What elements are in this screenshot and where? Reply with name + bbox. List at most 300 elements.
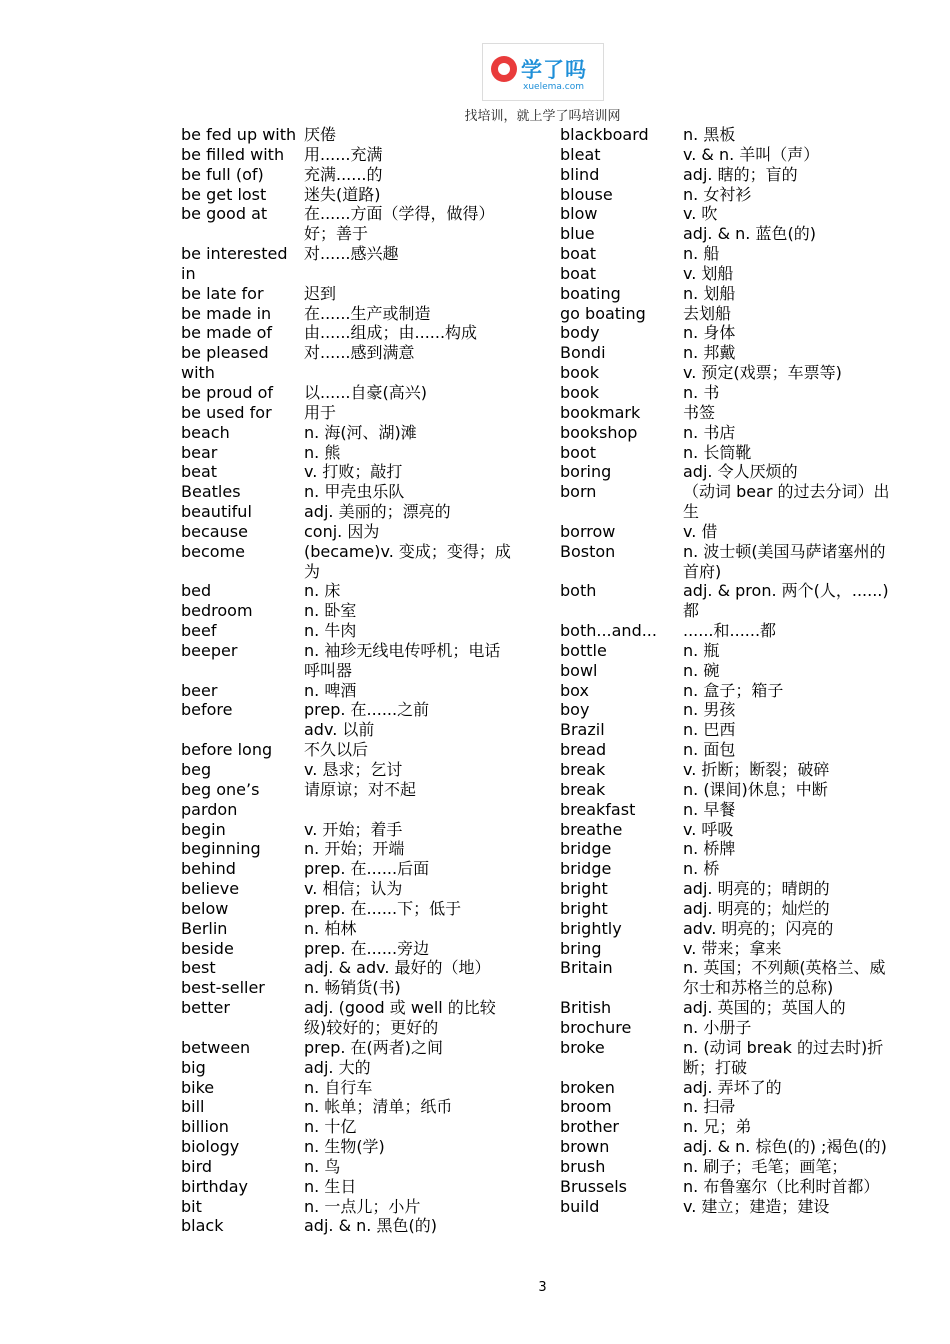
vocab-definition: n. 布鲁塞尔（比利时首都） [683,1176,880,1196]
vocab-word: blind [560,164,600,184]
vocab-definition: n. 书 [683,382,720,402]
vocab-word: break [560,760,606,779]
vocab-entry [181,760,521,780]
vocab-word: boy [560,700,590,720]
vocab-definition: 对......感兴趣 [304,244,399,264]
vocab-entry [560,998,900,1018]
vocab-entry [181,581,521,601]
vocab-word: bridge [560,839,612,859]
vocab-definition: n. 碗 [683,660,720,680]
vocab-definition: v. 划船 [683,263,734,283]
logo-domain: xuelema.com [523,82,584,92]
vocab-definition: v. 借 [683,521,718,541]
vocab-entry [181,740,521,760]
vocab-entry [181,700,521,720]
vocab-word: bedroom [181,601,253,621]
vocab-entry [181,780,521,820]
vocab-entry [181,403,521,423]
vocab-entry [181,304,521,324]
vocab-word: biology [181,1137,240,1157]
vocab-definition: 由......组成；由......构成 [304,323,478,343]
vocab-definition: 充满......的 [304,164,383,184]
vocab-word: bird [181,1156,213,1176]
vocab-word: build [560,1196,600,1216]
vocab-entry [560,760,900,780]
vocab-definition: n. 卧室 [304,601,357,621]
vocab-definition: ......和......都 [683,621,777,641]
vocab-word: be fed up with [181,125,297,144]
vocab-word: break [560,779,606,799]
vocab-definition: n. 船 [683,244,720,264]
vocab-entry [181,601,521,621]
vocab-word: brightly [560,918,622,938]
vocab-definition: adj. & adv. 最好的（地） [304,958,491,978]
vocab-definition: n. 巴西 [683,720,736,740]
vocab-word: bring [560,938,602,958]
vocab-word: bright [560,879,608,899]
vocab-definition: 对......感到满意 [304,343,415,363]
vocab-word: bridge [560,859,612,879]
vocab-word: both...and... [560,621,657,641]
vocab-definition: n. 牛肉 [304,621,357,641]
vocab-entry [181,522,521,542]
vocab-word: between [181,1037,251,1057]
vocab-entry [181,204,521,244]
vocab-definition: n. 刷子；毛笔；画笔； [683,1156,848,1176]
vocab-definition: n. 划船 [683,283,736,303]
vocab-entry [560,1018,900,1038]
vocab-word: Brussels [560,1176,627,1196]
vocab-word: be pleased with [181,343,269,383]
vocab-word: boat [560,263,597,283]
vocab-entry [181,720,521,740]
vocab-definition: n. 生日 [304,1176,357,1196]
vocab-entry [560,343,900,363]
vocab-definition: adv. 明亮的；闪亮的 [683,918,834,938]
vocab-definition: v. 预定(戏票；车票等) [683,363,842,383]
vocab-word: breakfast [560,799,636,819]
vocab-definition: n. 小册子 [683,1017,752,1037]
vocab-word: brown [560,1137,610,1157]
vocab-word: beside [181,938,234,958]
vocab-word: be filled with [181,144,285,164]
vocab-definition: 书签 [683,402,716,422]
vocab-entry [560,661,900,681]
vocab-definition: n. 书店 [683,422,736,442]
vocab-word: behind [181,859,236,879]
vocab-entry [181,125,521,145]
vocab-entry [560,740,900,760]
vocab-word: beautiful [181,502,252,522]
vocab-definition: （动词 bear 的过去分词）出生 [683,482,890,522]
vocab-definition: adj. 瞎的；盲的 [683,164,798,184]
vocab-word: be interested in [181,244,288,283]
vocab-definition: n. 扫帚 [683,1097,736,1117]
vocab-definition: n. 床 [304,581,341,601]
vocab-entry [181,284,521,304]
vocab-entry [560,621,900,641]
vocab-definition: adj. & n. 黑色(的) [304,1216,437,1236]
vocab-entry [560,522,900,542]
vocab-word: bear [181,442,218,462]
vocab-definition: adj. 大的 [304,1057,371,1077]
vocab-word: beeper [181,640,238,660]
vocab-entry [181,1177,521,1197]
vocab-definition: adj. 弄坏了的 [683,1077,782,1097]
vocab-entry [181,1038,521,1058]
vocab-word: boring [560,462,612,482]
vocab-entry [560,1137,900,1157]
vocab-entry [181,998,521,1038]
vocab-definition: n. 盒子；箱子 [683,680,784,700]
vocab-definition: n. 鸟 [304,1156,341,1176]
vocab-definition: 在......生产或制造 [304,303,431,323]
vocab-word: beach [181,422,230,442]
vocab-word: big [181,1057,206,1077]
vocab-word: birthday [181,1176,249,1196]
vocab-word: brother [560,1117,620,1137]
vocab-entry [560,125,900,145]
vocab-entry [560,800,900,820]
vocab-definition: v. 呼吸 [683,819,734,839]
vocab-entry [181,641,521,681]
vocab-entry [560,681,900,701]
vocab-word: blouse [560,184,613,204]
vocab-definition: 不久以后 [304,740,369,760]
vocab-definition: v. 折断；断裂；破碎 [683,760,830,779]
vocab-word: boot [560,442,597,462]
vocab-definition: v. 开始；着手 [304,819,403,839]
vocab-word: bookshop [560,422,638,442]
vocab-definition: adj. & n. 蓝色(的) [683,224,816,244]
vocab-word: black [181,1216,224,1236]
vocab-word: be made in [181,303,272,323]
vocab-entry [181,383,521,403]
vocab-definition: n. 袖珍无线电传呼机；电话呼叫器 [304,640,501,680]
vocab-definition: n. 面包 [683,740,736,760]
vocab-definition: 去划船 [683,303,732,323]
vocab-entry [181,839,521,859]
vocab-word: British [560,998,612,1018]
vocab-word: billion [181,1117,229,1137]
vocab-word: below [181,898,229,918]
vocab-entry [181,899,521,919]
vocab-entry [560,1078,900,1098]
vocab-entry [560,919,900,939]
vocab-word: bleat [560,144,601,164]
vocab-entry [560,859,900,879]
vocab-word: beat [181,462,218,482]
vocab-definition: v. 带来；拿来 [683,938,782,958]
vocab-entry [560,839,900,859]
vocab-word: be used for [181,402,272,422]
vocab-entry [181,542,521,582]
vocab-word: become [181,541,246,561]
vocab-entry [181,1078,521,1098]
vocab-word: be late for [181,283,264,303]
vocab-definition: n. 邦戴 [683,343,736,363]
vocab-word: bed [181,581,212,601]
vocab-entry [181,1097,521,1117]
vocab-word: beer [181,680,218,700]
vocab-entry [181,462,521,482]
vocab-entry [560,443,900,463]
vocab-definition: n. 兄；弟 [683,1117,752,1137]
vocab-definition: 以......自豪(高兴) [304,382,428,402]
vocab-definition: v. 恳求；乞讨 [304,760,403,779]
vocab-entry [181,820,521,840]
vocab-definition: prep. 在......之前 [304,700,430,720]
vocab-entry [560,383,900,403]
vocab-definition: n. 桥牌 [683,839,736,859]
vocab-definition: n. 啤酒 [304,680,357,700]
vocab-word: bowl [560,660,598,680]
vocab-entry [560,542,900,582]
vocab-entry [181,502,521,522]
vocab-word: breathe [560,819,623,839]
vocab-definition: n. 一点儿；小片 [304,1196,421,1216]
vocab-entry [560,641,900,661]
vocab-word: Britain [560,958,613,978]
vocab-entry [181,423,521,443]
vocab-word: borrow [560,521,616,541]
vocab-entry [560,958,900,998]
vocab-entry [560,820,900,840]
vocab-entry [560,1157,900,1177]
vocab-entry [181,681,521,701]
vocab-entry [181,145,521,165]
vocab-definition: n. 十亿 [304,1117,357,1137]
vocab-word: go boating [560,303,646,323]
logo-mark-icon [491,56,517,82]
vocab-definition: adj. 明亮的；晴朗的 [683,879,830,899]
vocab-entry [560,1117,900,1137]
vocab-word [181,720,304,740]
vocab-definition: 用于 [304,402,337,422]
vocab-word: beginning [181,839,261,859]
vocab-definition: n. 桥 [683,859,720,879]
vocab-entry [560,1177,900,1197]
vocab-definition: 用......充满 [304,144,383,164]
vocab-definition: prep. 在......下；低于 [304,898,462,918]
vocab-word: brochure [560,1017,632,1037]
vocab-entry [560,879,900,899]
vocab-word: because [181,521,248,541]
vocab-entry [181,621,521,641]
vocab-definition: adj. 明亮的；灿烂的 [683,898,830,918]
vocab-definition: v. 建立；建造；建设 [683,1196,830,1216]
vocab-entry [560,423,900,443]
vocab-definition: n. 生物(学) [304,1137,385,1157]
vocab-entry [560,1038,900,1078]
vocab-entry [181,185,521,205]
vocab-word: Brazil [560,720,605,740]
vocab-definition: 迟到 [304,283,337,303]
vocab-definition: n. 自行车 [304,1077,373,1097]
vocab-entry [560,244,900,264]
vocab-word: born [560,482,597,502]
vocab-word: broom [560,1097,612,1117]
vocab-word: Beatles [181,482,241,502]
vocab-entry [560,482,900,522]
vocab-entry [181,244,521,284]
vocab-entry [181,1117,521,1137]
vocab-definition: 请原谅；对不起 [304,779,417,799]
vocab-definition: v. 吹 [683,204,718,224]
vocab-word: begin [181,819,226,839]
vocab-definition: 迷失(道路) [304,184,381,204]
vocab-definition: adj. & pron. 两个(人，......)都 [683,581,889,621]
vocab-word: boat [560,244,597,264]
vocab-definition: n. 英国；不列颠(英格兰、威尔士和苏格兰的总称) [683,958,886,998]
vocab-definition: adj. (good 或 well 的比较级)较好的；更好的 [304,998,496,1037]
vocab-entry [560,700,900,720]
vocab-definition: conj. 因为 [304,521,380,541]
vocab-definition: n. 畅销货(书) [304,978,401,998]
vocab-definition: v. 打败；敲打 [304,462,403,482]
vocab-entry [560,264,900,284]
site-logo [482,43,604,101]
vocab-entry [560,224,900,244]
vocab-word: Berlin [181,918,228,938]
vocab-word: before long [181,740,273,760]
vocab-definition: adj. 英国的；英国人的 [683,998,846,1018]
vocab-entry [560,403,900,423]
vocab-entry [181,879,521,899]
vocab-definition: n. (课间)休息；中断 [683,779,828,799]
vocab-word: boating [560,283,621,303]
vocab-word: be get lost [181,184,267,204]
vocab-definition: prep. 在......后面 [304,859,430,879]
vocab-definition: adj. 令人厌烦的 [683,462,798,482]
vocab-entry [560,145,900,165]
vocab-definition: adj. 美丽的；漂亮的 [304,502,451,522]
vocab-word: both [560,581,597,601]
vocab-word: bottle [560,640,607,660]
vocab-entry [560,1097,900,1117]
vocab-entry [560,939,900,959]
vocab-entry [181,1197,521,1217]
vocab-word: believe [181,879,240,899]
vocab-word: be good at [181,204,268,224]
vocab-word: beg [181,760,212,779]
vocab-definition: n. 身体 [683,323,736,343]
vocab-definition: v. & n. 羊叫（声） [683,144,820,164]
vocab-entry [181,1216,521,1236]
vocab-column-left [181,125,521,1236]
vocab-definition: n. 海(河、湖)滩 [304,422,417,442]
vocab-definition: adj. & n. 棕色(的) ;褐色(的) [683,1137,887,1157]
vocab-definition: 在......方面（学得，做得）好；善于 [304,204,495,244]
vocab-word: best-seller [181,978,265,998]
vocab-word: box [560,680,589,700]
vocab-entry [181,323,521,343]
vocab-entry [181,978,521,998]
vocab-entry [181,1058,521,1078]
vocab-word: blackboard [560,125,649,144]
vocab-entry [560,1197,900,1217]
vocab-entry [181,859,521,879]
vocab-entry [181,1137,521,1157]
vocab-word: be proud of [181,382,274,402]
vocab-definition: n. 柏林 [304,918,357,938]
vocab-word: book [560,363,599,383]
vocab-entry [181,939,521,959]
vocab-entry [181,343,521,383]
vocab-entry [560,323,900,343]
vocab-definition: prep. 在......旁边 [304,938,430,958]
vocab-definition: n. 波士顿(美国马萨诸塞州的首府) [683,541,886,581]
vocab-word: beg one’s pardon [181,779,260,819]
vocab-word: bookmark [560,402,641,422]
vocab-entry [560,165,900,185]
vocab-definition: v. 相信；认为 [304,879,403,899]
vocab-word: brush [560,1156,606,1176]
vocab-definition: n. 长筒靴 [683,442,752,462]
vocab-word: blow [560,204,598,224]
vocab-definition: n. 女衬衫 [683,184,752,204]
vocab-word: Boston [560,541,616,561]
vocab-definition: prep. 在(两者)之间 [304,1037,444,1057]
vocab-word: blue [560,224,595,244]
vocab-column-right [560,125,900,1216]
vocab-entry [560,284,900,304]
vocab-entry [560,363,900,383]
vocab-entry [560,720,900,740]
vocab-word: bread [560,740,607,760]
vocab-word: bill [181,1097,205,1117]
vocab-word: broke [560,1037,605,1057]
vocab-word: bit [181,1196,202,1216]
vocab-definition: n. 黑板 [683,125,736,144]
vocab-word: beef [181,621,217,641]
vocab-definition: (became)v. 变成；变得；成为 [304,541,511,581]
vocab-definition: n. (动词 break 的过去时)折断；打破 [683,1037,884,1077]
vocab-entry [560,185,900,205]
vocab-word: best [181,958,216,978]
vocab-word: be full (of) [181,164,264,184]
vocab-word: broken [560,1077,615,1097]
vocab-entry [181,165,521,185]
vocab-word: book [560,382,599,402]
vocab-definition: n. 开始；开端 [304,839,405,859]
vocab-entry [560,780,900,800]
vocab-word: better [181,998,230,1018]
vocab-entry [181,482,521,502]
vocab-entry [560,304,900,324]
vocab-definition: adv. 以前 [304,720,375,740]
vocab-definition: n. 早餐 [683,799,736,819]
vocab-word: bike [181,1077,215,1097]
vocab-entry [181,958,521,978]
vocab-word: bright [560,898,608,918]
vocab-entry [560,899,900,919]
vocab-entry [560,204,900,224]
header-tagline: 找培训，就上学了吗培训网 [464,109,621,124]
vocab-definition: n. 熊 [304,442,341,462]
vocab-definition: 厌倦 [304,125,337,144]
vocab-definition: n. 甲壳虫乐队 [304,482,405,502]
vocab-entry [560,581,900,621]
page-number: 3 [538,1280,547,1295]
vocab-definition: n. 帐单；清单；纸币 [304,1097,453,1117]
vocab-entry [181,443,521,463]
vocab-entry [181,1157,521,1177]
vocab-word: be made of [181,323,272,343]
vocab-word: Bondi [560,343,606,363]
vocab-entry [181,919,521,939]
vocab-word: body [560,323,600,343]
